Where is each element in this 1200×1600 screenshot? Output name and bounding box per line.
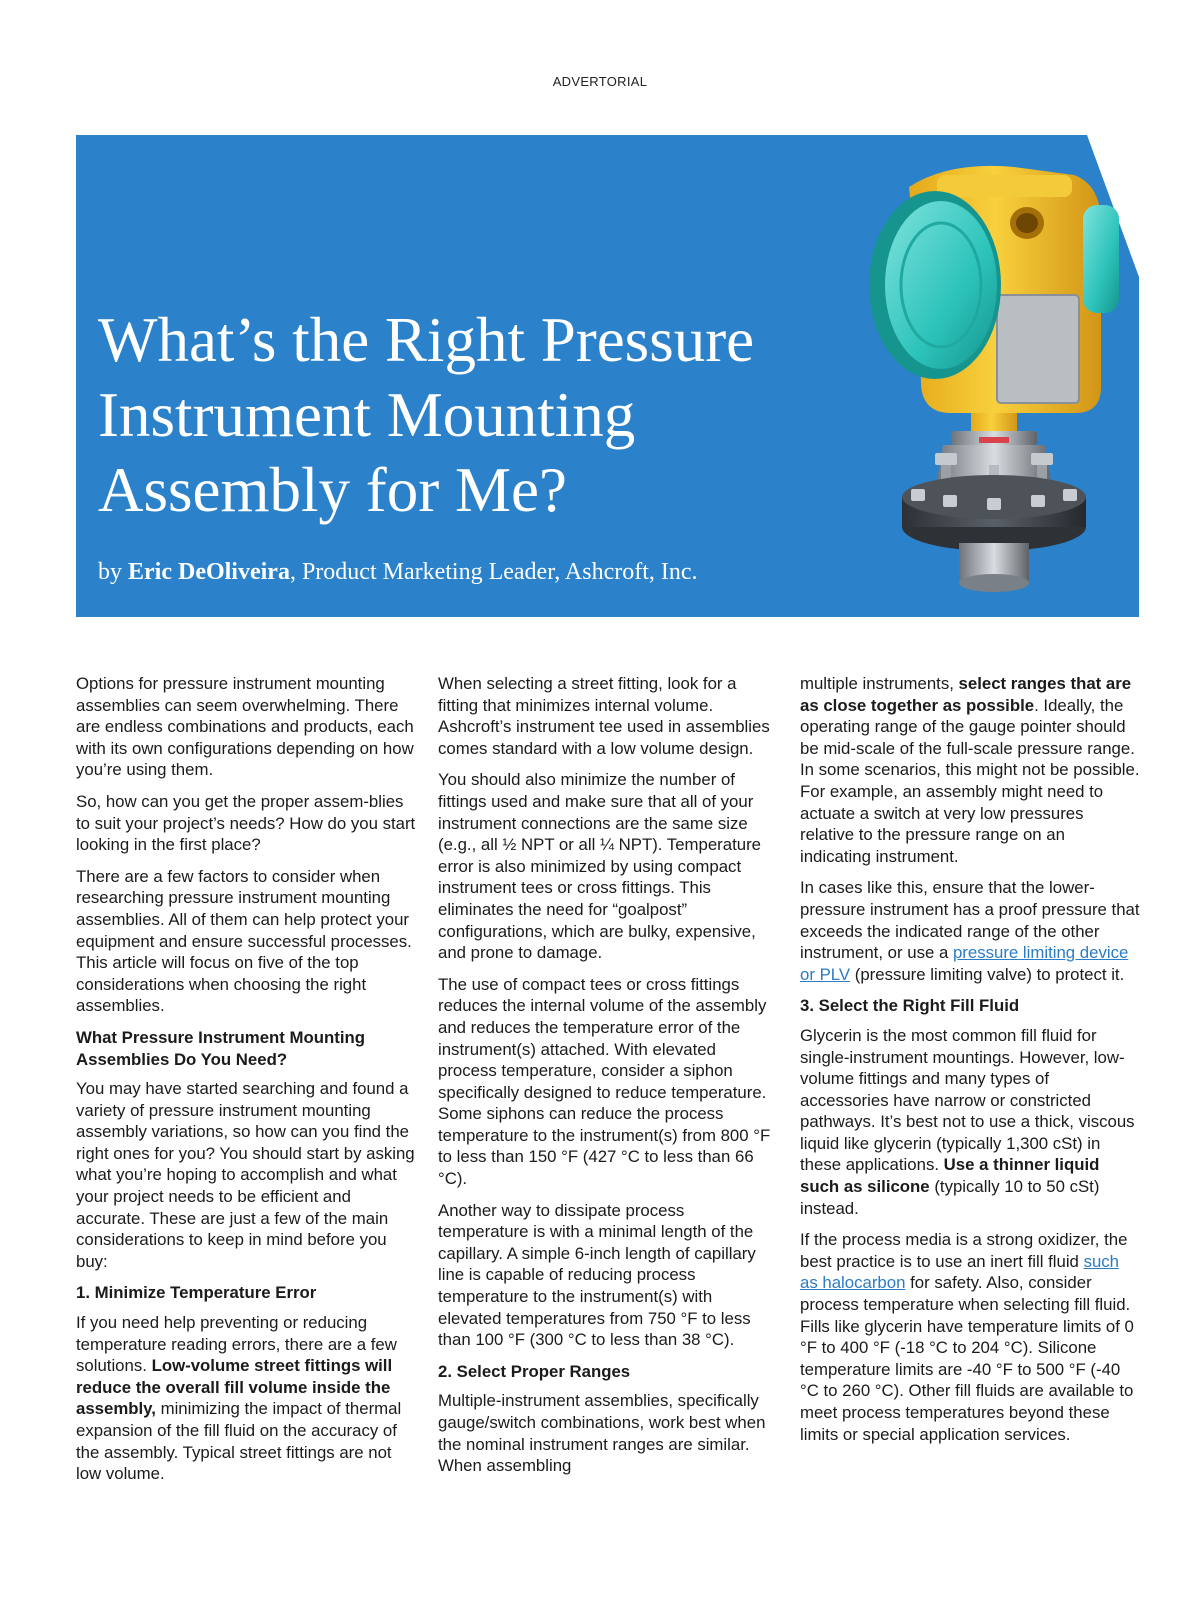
pressure-transmitter-image (839, 135, 1139, 617)
section-heading: What Pressure Instrument Mounting Assemblies Do You Need? (76, 1027, 366, 1069)
section-heading: 1. Minimize Temperature Error (76, 1283, 317, 1303)
plv-link[interactable]: pressure limiting device or PLV (800, 943, 1129, 984)
advertorial-label: ADVERTORIAL (552, 74, 648, 89)
column-3 (800, 673, 1140, 1455)
emphasis-text: Use a thinner liquid such as silicone (800, 1155, 1100, 1197)
column-1 (76, 673, 416, 1495)
halocarbon-link[interactable]: such as halocarbon (800, 1251, 1120, 1293)
paragraph: You should also minimize the number of fittings used and make sure that all of your instrument connections are the same size (e.g., all ½ NPT or all ¼ NPT). Temperature error is also minimized by using compact instrument tees or cross fittings. This eliminates the need for “goalpost” configurations, which are bulky, expensive, and prone to damage. (438, 770, 762, 963)
paragraph: Multiple-instrument assemblies, specifically gauge/switch combinations, work best when the nominal instrument ranges are similar. When assembling (438, 1391, 766, 1476)
hero-banner (76, 135, 1139, 617)
paragraph: There are a few factors to consider when researching pressure instrument mounting assemblies. All of them can help protect your equipment and ensure successful processes. This article will focus on five of the top considerations when choosing the right assemblies. (76, 866, 412, 1016)
text-run: multiple instruments, (800, 674, 959, 693)
paragraph: Another way to dissipate process temperature is with a minimal length of the capillary. A simple 6-inch length of capillary line is capable of reducing process temperature to the instrument(s) with elevated temperatures from 750 °F to less than 100 °F (300 °C to less than 38 °C). (438, 1200, 756, 1350)
author-name: Eric DeOliveira (128, 559, 290, 585)
paragraph: Options for pressure instrument mounting assemblies can seem overwhelming. There are endless combinations and products, each with its own configurations depending on how you’re using them. (76, 674, 414, 780)
byline-prefix: by (98, 559, 128, 585)
text-run: for safety. Also, consider process temperature when selecting fill fluid. Fills like glycerin have temperature limits of 0 °F to 400 °F (-18 °C to 204 °C). Silicone temperature limits are -40 °F to 500 °F (-40 °C to 260 °C). Other fill fluids are available to meet process temperatures beyond these limits or special application services. (800, 1273, 1134, 1444)
author-role: , Product Marketing Leader, Ashcroft, Inc. (289, 559, 698, 585)
text-run: Glycerin is the most common fill fluid for single-instrument mountings. However, low-volume fittings and many types of accessories have narrow or constricted pathways. It’s best not to use a thick, viscous liquid like glycerin (typically 1,300 cSt) in these applications. (800, 1025, 1135, 1175)
paragraph: The use of compact tees or cross fittings reduces the internal volume of the assembly and reduces the temperature error of the instrument(s) attached. With elevated process temperature, consider a siphon specifically designed to reduce temperature. Some siphons can reduce the process temperature to the instrument(s) from 800 °F to less than 150 °F (427 °C to less than 66 °C). (438, 974, 771, 1189)
section-heading: 3. Select the Right Fill Fluid (800, 996, 1020, 1016)
paragraph (800, 1025, 1140, 1219)
page-title (98, 303, 818, 528)
emphasis-text: select ranges that are as close together as possible (800, 674, 1132, 715)
text-run: In cases like this, ensure that the lower-pressure instrument has a proof pressure that exceeds the indicated range of the other instrument, or use a (800, 878, 1140, 963)
paragraph (800, 1229, 1140, 1445)
paragraph (800, 673, 1140, 867)
column-2 (438, 673, 778, 1487)
text-run: If you need help preventing or reducing temperature reading errors, there are a few solutions. (76, 1313, 397, 1376)
text-run: minimizing the impact of thermal expansion of the fill fluid on the accuracy of the assembly. Typical street fittings are not low volume. (76, 1399, 402, 1484)
section-heading: 2. Select Proper Ranges (438, 1361, 631, 1381)
paragraph: So, how can you get the proper assem-blies to suit your project’s needs? How do you start looking in the first place? (76, 791, 416, 855)
text-run: If the process media is a strong oxidizer, the best practice is to use an inert fill fluid (800, 1230, 1128, 1271)
paragraph: You may have started searching and found a variety of pressure instrument mounting assembly variations, so how can you find the right ones for you? You should start by asking what you’re hoping to accomplish and what your project needs to be efficient and accurate. These are just a few of the main considerations to keep in mind before you buy: (76, 1079, 415, 1271)
title-line: Instrument Mounting (98, 380, 636, 450)
article-body (76, 673, 1138, 1573)
emphasis-text: Low-volume street fittings will reduce the overall fill volume inside the assembly, (76, 1356, 393, 1419)
text-run: (pressure limiting valve) to protect it. (850, 964, 1125, 984)
text-run: . Ideally, the operating range of the gauge pointer should be mid-scale of the full-scale pressure range. In some scenarios, this might not be possible. For example, an assembly might need to actuate a switch at very low pressures relative to the pressure range on an indicating instrument. (800, 695, 1140, 866)
text-run: (typically 10 to 50 cSt) instead. (800, 1177, 1100, 1218)
paragraph (800, 877, 1140, 985)
paragraph: When selecting a street fitting, look for a fitting that minimizes internal volume. Ashcroft’s instrument tee used in assemblies comes standard with a low volume design. (438, 674, 770, 758)
byline (98, 559, 818, 586)
title-line: What’s the Right Pressure (98, 305, 755, 375)
paragraph (76, 1312, 416, 1485)
title-line: Assembly for Me? (98, 455, 567, 525)
